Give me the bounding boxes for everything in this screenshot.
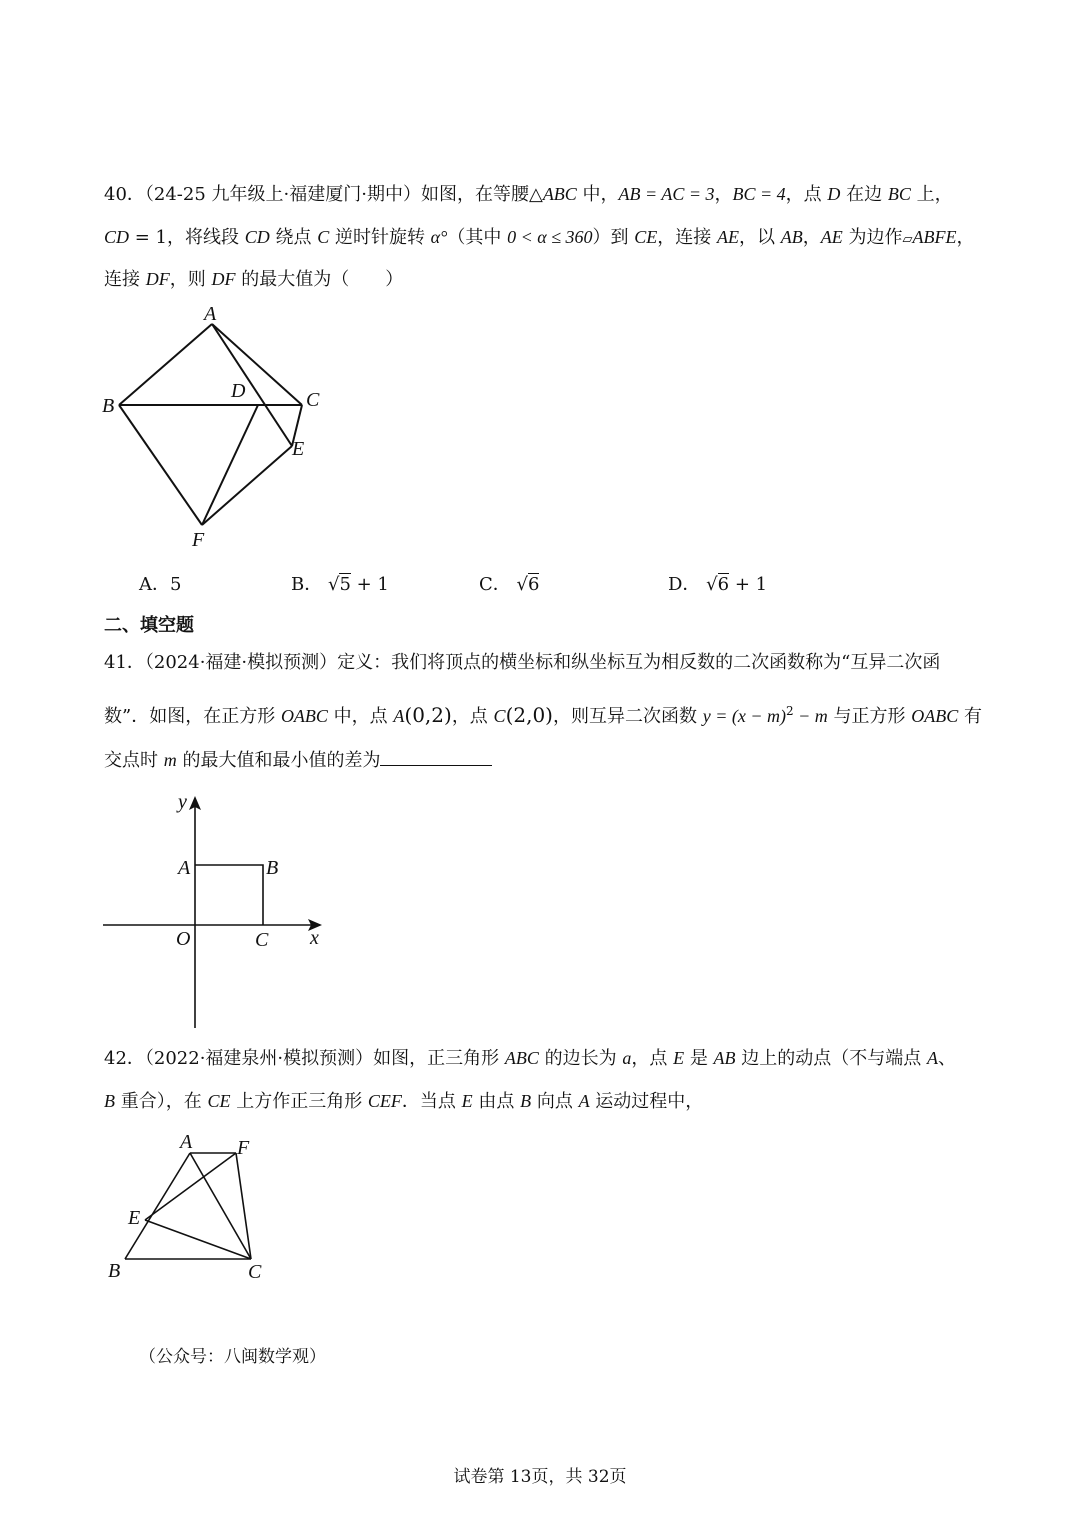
text: 运动过程中， [589, 1091, 704, 1112]
option-b[interactable] [291, 572, 389, 598]
text: ， [802, 227, 821, 248]
text: 边上的动点（不与端点 [735, 1048, 927, 1069]
label-O: O [176, 928, 191, 950]
text: 由点 [472, 1091, 521, 1112]
q42-number: 42． [104, 1048, 145, 1069]
label-E: E [128, 1207, 141, 1229]
label-A: A [204, 303, 217, 325]
math: α° [430, 227, 448, 247]
triangle-symbol: △ [528, 184, 543, 205]
math: C [493, 706, 506, 726]
label-F: F [192, 529, 205, 551]
text: 与正方形 [827, 706, 912, 727]
math: BC [887, 184, 911, 204]
text: ）到 [592, 227, 635, 248]
q40-line-3 [104, 266, 403, 293]
math: A [578, 1091, 590, 1111]
text: ，点 [631, 1048, 674, 1069]
edge-ab [119, 324, 212, 405]
math: AB [780, 227, 803, 247]
math: B [104, 1091, 115, 1111]
text: 为边作 [842, 227, 903, 248]
math: (0,2) [404, 703, 452, 727]
math: CE [634, 227, 658, 247]
option-label: B． [291, 574, 323, 595]
label-C: C [306, 389, 320, 411]
text: 绕点 [269, 227, 318, 248]
text: 数”．如图，在正方形 [104, 706, 281, 727]
math: AE [820, 227, 843, 247]
math: 0 < α ≤ 360 [507, 227, 593, 247]
edge-bf [119, 405, 202, 525]
math: ABFE [912, 227, 957, 247]
text: 逆时针旋转 [329, 227, 431, 248]
q41-line-1 [104, 650, 940, 676]
math: y = (x − m) [702, 706, 786, 726]
text: 中， [576, 184, 619, 205]
math: ABC [504, 1048, 539, 1068]
math: E [673, 1048, 685, 1068]
parallelogram-symbol: ▱ [902, 232, 913, 247]
text: ，连接 [657, 227, 718, 248]
math: A [927, 1048, 938, 1068]
text: 定义：我们将顶点的横坐标和纵坐标互为相反数的二次函数称为“互异二次函 [337, 652, 941, 673]
text: ，点 [785, 184, 828, 205]
math: (2,0) [505, 703, 553, 727]
q42-figure [100, 1128, 280, 1288]
q41-line-2 [104, 698, 982, 730]
option-label: D． [668, 574, 701, 595]
label-A: A [180, 1131, 193, 1153]
option-d[interactable] [668, 572, 767, 598]
q42-source: （2022·福建泉州·模拟预测） [144, 1048, 374, 1069]
label-E: E [292, 438, 305, 460]
q41-source: （2024·福建·模拟预测） [144, 652, 338, 673]
q40-line-2 [104, 224, 974, 253]
text: 重合），在 [115, 1091, 208, 1112]
math: AE [717, 227, 740, 247]
text: 连接 [104, 269, 146, 290]
square-oabc [195, 865, 263, 925]
q40-source: （24-25 九年级上·福建厦门·期中） [144, 184, 421, 205]
math: E [461, 1091, 473, 1111]
math: B [520, 1091, 532, 1111]
label-x: x [310, 927, 319, 949]
option-tail: + 1 [350, 574, 389, 595]
math: DF [145, 269, 170, 289]
text: （其中 [447, 227, 508, 248]
edge-df [202, 405, 258, 525]
edge-fc [236, 1153, 251, 1259]
label-B: B [266, 857, 279, 879]
math: OABC [911, 706, 959, 726]
math: CD [104, 227, 130, 247]
option-value: 5 [170, 574, 182, 595]
text: 是 [684, 1048, 714, 1069]
option-a[interactable] [139, 572, 181, 598]
q40-number: 40． [104, 184, 145, 205]
sqrt-symbol: √ [327, 574, 340, 595]
text: ，则 [169, 269, 212, 290]
text: 向点 [531, 1091, 579, 1112]
math: OABC [280, 706, 328, 726]
text: 有 [958, 706, 982, 727]
math: = 1 [129, 227, 167, 248]
answer-blank[interactable] [380, 747, 492, 766]
text: 的边长为 [538, 1048, 623, 1069]
option-label: C． [479, 574, 511, 595]
math: m [163, 750, 177, 770]
math-sup: 2 [785, 704, 794, 718]
text: 的最大值为（ ） [235, 269, 404, 290]
math: CD [244, 227, 270, 247]
sqrt-symbol: √ [516, 574, 528, 595]
text: 的最大值和最小值的差为 [176, 750, 381, 771]
label-A: A [178, 857, 191, 879]
math: CE [207, 1091, 231, 1111]
math: AB = AC = 3 [618, 184, 715, 204]
option-c[interactable] [479, 572, 539, 598]
math: AB [713, 1048, 736, 1068]
section-title: 二、填空题 [104, 615, 194, 636]
radicand: 6 [528, 574, 540, 595]
q42-line-2 [104, 1088, 703, 1115]
q41-number: 41． [104, 652, 145, 673]
math: CEF [367, 1091, 402, 1111]
label-D: D [231, 380, 246, 402]
text: 如图，正三角形 [373, 1048, 505, 1069]
math: DF [211, 269, 236, 289]
math: BC = 4 [732, 184, 786, 204]
page-footer: 试卷第 13页，共 32页 [453, 1467, 627, 1487]
math: A [393, 706, 405, 726]
publisher-note: （公众号：八闽数学观） [139, 1347, 326, 1367]
option-label: A． [139, 574, 170, 595]
radicand: 5 [339, 574, 351, 595]
q42-line-1 [104, 1045, 956, 1072]
edge-ef [202, 446, 292, 525]
option-tail: + 1 [729, 574, 768, 595]
q40-line-1 [104, 181, 953, 208]
radicand: 6 [717, 574, 730, 595]
text: 如图，在等腰 [420, 184, 529, 205]
label-F: F [237, 1137, 250, 1159]
label-B: B [102, 395, 115, 417]
label-C: C [255, 929, 269, 951]
label-B: B [108, 1260, 121, 1282]
text: ， [956, 227, 975, 248]
text: ，以 [739, 227, 781, 248]
label-y: y [178, 791, 187, 813]
sqrt-symbol: √ [706, 574, 718, 595]
q40-figure [95, 298, 345, 558]
math: D [827, 184, 841, 204]
q41-line-3 [104, 747, 492, 774]
text: 中，点 [327, 706, 394, 727]
text: ，则互异二次函数 [552, 706, 703, 727]
text: 交点时 [104, 750, 164, 771]
edge-ec [145, 1220, 251, 1259]
text: 、 [938, 1048, 956, 1069]
text: ， [714, 184, 733, 205]
edge-ab [125, 1153, 190, 1259]
label-C: C [248, 1261, 262, 1283]
text: ．当点 [401, 1091, 462, 1112]
text: ，将线段 [167, 227, 245, 248]
math: a [622, 1048, 632, 1068]
text: 在边 [840, 184, 888, 205]
edge-ac [190, 1153, 251, 1259]
text: 上方作正三角形 [230, 1091, 368, 1112]
math: ABC [542, 184, 577, 204]
math: − m [793, 706, 828, 726]
q41-figure [100, 788, 340, 1033]
math: C [317, 227, 330, 247]
text: ，点 [451, 706, 494, 727]
text: 上， [910, 184, 953, 205]
